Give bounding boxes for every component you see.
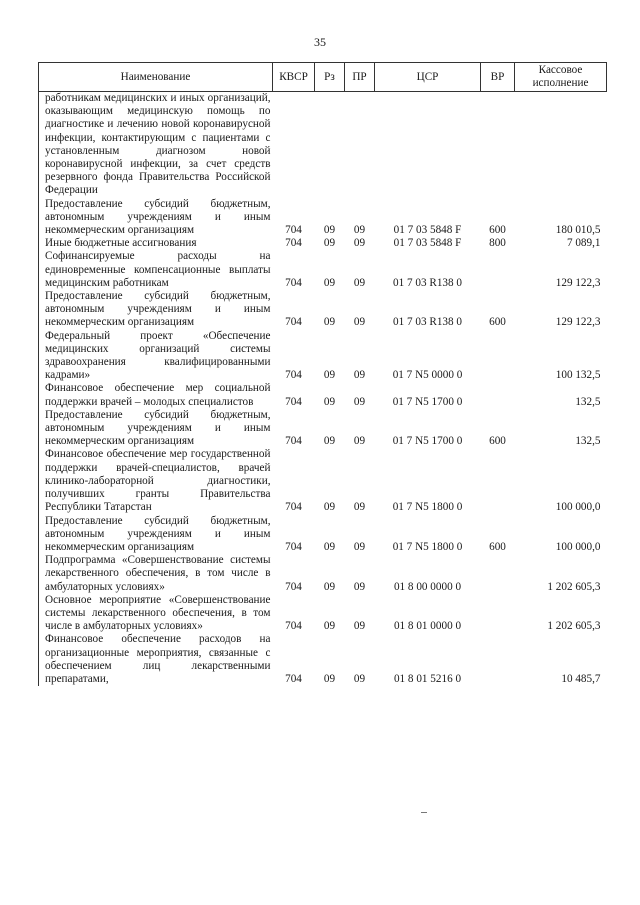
cell-rz: 09 — [323, 395, 336, 408]
cell-kvsr: 704 — [285, 224, 302, 237]
cell-vr: 600 — [489, 540, 506, 553]
cell-csr: 01 7 N5 1700 0 — [392, 395, 463, 408]
cell-kvsr: 704 — [285, 316, 302, 329]
cell-pr — [345, 92, 375, 198]
cell-pr: 09 — [353, 224, 366, 237]
header-kvsr: КВСР — [273, 63, 315, 92]
cell-vr — [481, 554, 515, 594]
table-row — [39, 290, 607, 330]
cell-kvsr: 704 — [285, 672, 302, 685]
table-header — [39, 63, 607, 92]
cell-vr — [481, 330, 515, 383]
header-vr: ВР — [481, 63, 515, 92]
cell-kvsr: 704 — [285, 620, 302, 633]
cell-rz: 09 — [323, 237, 336, 250]
cell-vr — [481, 250, 515, 290]
cell-name: Финансовое обеспечение мер государственной поддержки врачей-специалистов, врачей клинико-лабораторной диагностики, получивших гранты Правительства Республики Татарстан — [39, 448, 273, 514]
table-row — [39, 633, 607, 686]
cell-name: работникам медицинских и иных организаций, оказывающим медицинскую помощь по диагностике и лечению новой коронавирусной инфекции, контактирующим с пациентами с установленным диагнозом новой коронавирусной инфекции, за счет средств резервного фонда Правительства Российской Федерации — [39, 92, 273, 198]
table-row — [39, 250, 607, 290]
cell-vr: 600 — [489, 224, 506, 237]
cell-kvsr: 704 — [285, 395, 302, 408]
cell-pr: 09 — [353, 501, 366, 514]
cell-vr — [481, 92, 515, 198]
cell-sum: 129 122,3 — [555, 276, 601, 289]
cell-pr: 09 — [353, 672, 366, 685]
cell-sum: 100 000,0 — [555, 540, 601, 553]
cell-vr — [481, 594, 515, 634]
cell-rz: 09 — [323, 580, 336, 593]
header-csr: ЦСР — [375, 63, 481, 92]
table-row — [39, 554, 607, 594]
cell-rz: 09 — [323, 620, 336, 633]
cell-kvsr: 704 — [285, 276, 302, 289]
cell-name: Финансовое обеспечение расходов на организационные мероприятия, связанные с обеспечением лиц лекарственными препаратами, — [39, 633, 273, 686]
cell-name: Предоставление субсидий бюджетным, автономным учреждениям и иным некоммерческим организациям — [39, 409, 273, 449]
cell-csr: 01 8 00 0000 0 — [393, 580, 462, 593]
cell-sum: 100 132,5 — [555, 369, 601, 382]
cell-sum — [515, 92, 607, 198]
header-pr: ПР — [345, 63, 375, 92]
cell-csr: 01 7 03 R138 0 — [393, 276, 462, 289]
cell-pr: 09 — [353, 540, 366, 553]
cell-rz: 09 — [323, 672, 336, 685]
cell-vr — [481, 382, 515, 408]
cell-csr: 01 7 03 R138 0 — [393, 316, 462, 329]
cell-rz — [315, 92, 345, 198]
cell-csr: 01 7 N5 1700 0 — [392, 435, 463, 448]
cell-rz: 09 — [323, 435, 336, 448]
table-row — [39, 198, 607, 238]
cell-sum: 129 122,3 — [555, 316, 601, 329]
cell-rz: 09 — [323, 501, 336, 514]
cell-vr: 800 — [489, 237, 506, 250]
table-body — [39, 92, 607, 687]
cell-vr: 600 — [489, 435, 506, 448]
cell-sum: 132,5 — [575, 435, 601, 448]
header-name: Наименование — [39, 63, 273, 92]
cell-sum: 10 485,7 — [561, 672, 601, 685]
cell-vr: 600 — [489, 316, 506, 329]
cell-csr: 01 8 01 0000 0 — [393, 620, 462, 633]
cell-csr — [375, 92, 481, 198]
cell-name: Предоставление субсидий бюджетным, автономным учреждениям и иным некоммерческим организациям — [39, 198, 273, 238]
cell-kvsr — [273, 92, 315, 198]
cell-name: Иные бюджетные ассигнования — [39, 237, 273, 250]
cell-kvsr: 704 — [285, 369, 302, 382]
cell-rz: 09 — [323, 369, 336, 382]
cell-kvsr: 704 — [285, 435, 302, 448]
header-sum: Кассовое исполнение — [515, 63, 607, 92]
cell-rz: 09 — [323, 224, 336, 237]
cell-rz: 09 — [323, 276, 336, 289]
cell-csr: 01 7 N5 1800 0 — [392, 540, 463, 553]
cell-vr — [481, 448, 515, 514]
page-number: 35 — [314, 35, 326, 49]
cell-kvsr: 704 — [285, 237, 302, 250]
cell-pr: 09 — [353, 620, 366, 633]
cell-sum: 1 202 605,3 — [547, 580, 601, 593]
cell-name: Финансовое обеспечение мер социальной поддержки врачей – молодых специалистов — [39, 382, 273, 408]
cell-csr: 01 7 N5 1800 0 — [392, 501, 463, 514]
cell-pr: 09 — [353, 395, 366, 408]
cell-csr: 01 8 01 5216 0 — [393, 672, 462, 685]
cell-sum: 7 089,1 — [566, 237, 601, 250]
cell-csr: 01 7 03 5848 F — [393, 237, 462, 250]
table-row — [39, 382, 607, 408]
page-mark — [421, 812, 427, 813]
cell-kvsr: 704 — [285, 580, 302, 593]
cell-pr: 09 — [353, 580, 366, 593]
cell-pr: 09 — [353, 276, 366, 289]
table-row — [39, 330, 607, 383]
table-row — [39, 92, 607, 198]
cell-rz: 09 — [323, 316, 336, 329]
cell-kvsr: 704 — [285, 540, 302, 553]
cell-name: Подпрограмма «Совершенствование системы лекарственного обеспечения, в том числе в амбулаторных условиях» — [39, 554, 273, 594]
table-row — [39, 409, 607, 449]
cell-sum: 100 000,0 — [555, 501, 601, 514]
cell-sum: 1 202 605,3 — [547, 620, 601, 633]
cell-csr: 01 7 N5 0000 0 — [392, 369, 463, 382]
table-row — [39, 448, 607, 514]
cell-name: Основное мероприятие «Совершенствование системы лекарственного обеспечения, в том числе в амбулаторных условиях» — [39, 594, 273, 634]
cell-name: Софинансируемые расходы на единовременные компенсационные выплаты медицинским работникам — [39, 250, 273, 290]
table-row — [39, 237, 607, 250]
cell-pr: 09 — [353, 369, 366, 382]
cell-vr — [481, 633, 515, 686]
cell-csr: 01 7 03 5848 F — [393, 224, 462, 237]
header-rz: Рз — [315, 63, 345, 92]
cell-sum: 132,5 — [575, 395, 601, 408]
cell-pr: 09 — [353, 316, 366, 329]
cell-name: Предоставление субсидий бюджетным, автономным учреждениям и иным некоммерческим организациям — [39, 290, 273, 330]
cell-name: Предоставление субсидий бюджетным, автономным учреждениям и иным некоммерческим организациям — [39, 515, 273, 555]
budget-table — [38, 62, 607, 686]
cell-kvsr: 704 — [285, 501, 302, 514]
table-row — [39, 515, 607, 555]
cell-pr: 09 — [353, 237, 366, 250]
cell-name: Федеральный проект «Обеспечение медицинских организаций системы здравоохранения квалифицированными кадрами» — [39, 330, 273, 383]
cell-pr: 09 — [353, 435, 366, 448]
cell-sum: 180 010,5 — [555, 224, 601, 237]
cell-rz: 09 — [323, 540, 336, 553]
table-row — [39, 594, 607, 634]
